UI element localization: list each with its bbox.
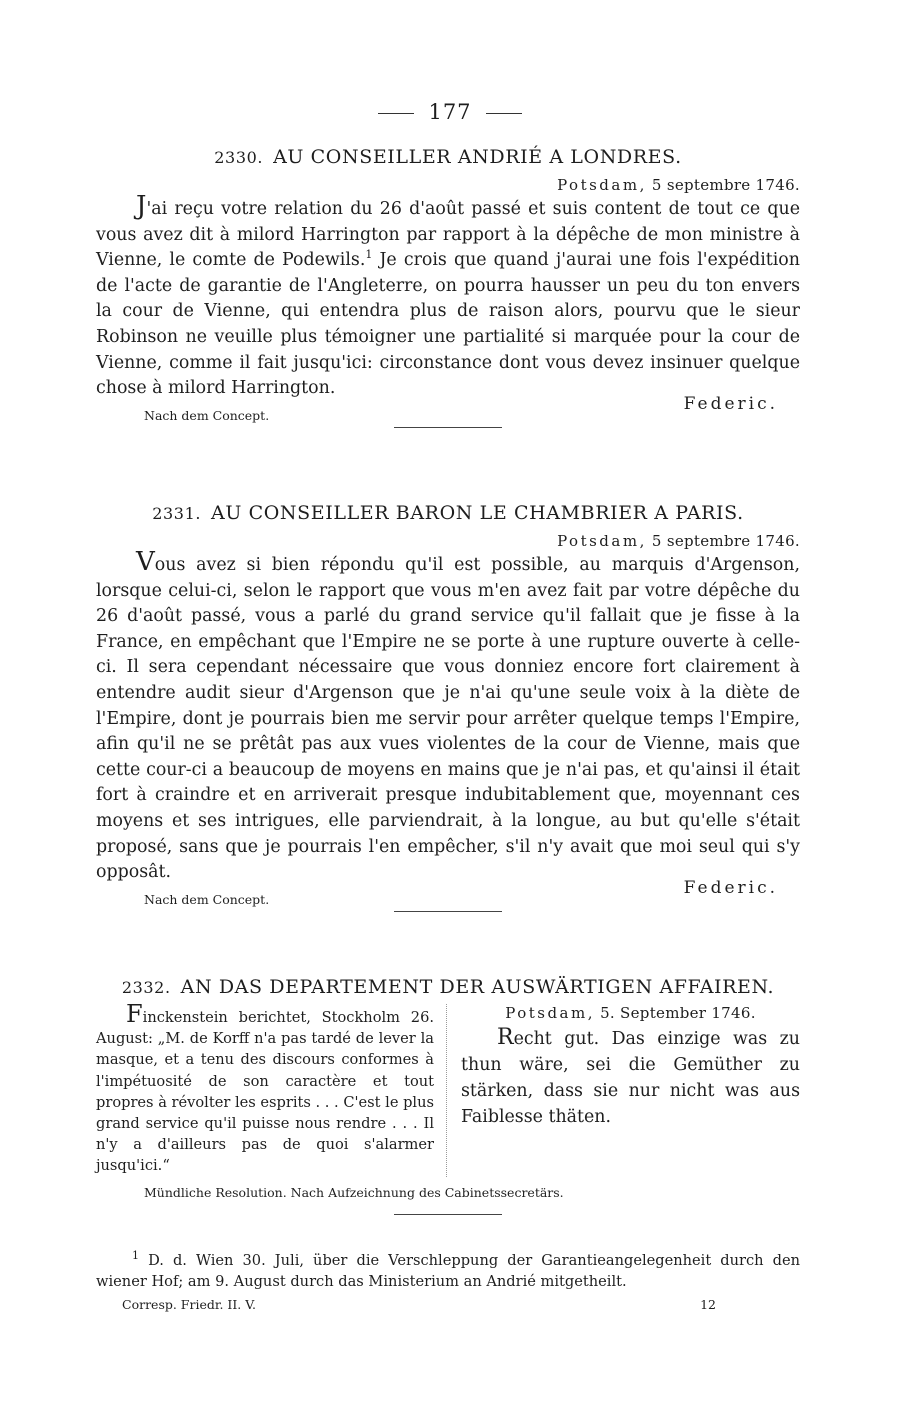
section-rule (394, 911, 502, 912)
letter-body-text-part1: 'ai reçu votre relation du 26 d'août passé et suis content de tout ce que vous avez dit à milord Harrington par rapport à la dépêche de mon ministre à Vienne, le comte de Podewils. (96, 199, 800, 271)
dateline (96, 176, 800, 194)
page-number-dash-left (378, 113, 414, 114)
dateline (461, 1004, 800, 1022)
dateline-place: Potsdam, (557, 532, 647, 550)
source-note: Mündliche Resolution. Nach Aufzeichnung des Cabinetssecretärs. (144, 1184, 564, 1200)
signature: Federic. (683, 877, 778, 898)
signature: Federic. (683, 393, 778, 414)
two-column-block (96, 1000, 800, 1177)
letter-number: 2332. (121, 978, 171, 997)
section-rule (394, 1214, 502, 1215)
drop-cap: R (497, 1025, 514, 1050)
footer-signature-mark: 12 (700, 1297, 716, 1312)
letter-2332 (96, 976, 800, 1215)
dateline-date: 5 septembre 1746. (651, 532, 800, 550)
footnote (96, 1250, 800, 1292)
dateline-place: Potsdam, (505, 1004, 595, 1022)
footnote-reference: 1 (365, 248, 373, 262)
dateline-place: Potsdam, (557, 176, 647, 194)
letter-title: AU CONSEILLER ANDRIÉ A LONDRES. (273, 146, 682, 168)
page-number-dash-right (486, 113, 522, 114)
report-summary-column (96, 1000, 447, 1177)
drop-cap: J (136, 191, 147, 221)
source-note: Nach dem Concept. (144, 891, 270, 907)
letter-title: AN DAS DEPARTEMENT DER AUSWÄRTIGEN AFFAIREN. (180, 976, 775, 998)
drop-cap: V (136, 547, 155, 577)
footnote-text: D. d. Wien 30. Juli, über die Verschleppung der Garantieangelegenheit durch den wiener Hof; am 9. August durch das Ministerium an Andrié mitgetheilt. (96, 1252, 800, 1290)
letter-body-text: ous avez si bien répondu qu'il est possible, au marquis d'Argenson, lorsque celui-ci, selon le rapport que vous m'en avez fait par votre dépêche du 26 d'août passé, vous a parlé du grand service qu'il fallait que je fisse à la France, en empêchant que l'Empire ne se porte à une rupture ouverte à celle-ci. Il sera cependant nécessaire que vous donniez encore fort clairement à entendre audit sieur d'Argenson que je n'ai qu'une seule voix à la diète de l'Empire, dont je pourrais bien me servir pour arrêter quelque temps l'Empire, afin qu'il ne se prêtât pas aux vues violentes de la cour de Vienne, mais que cette cour-ci a beaucoup de moyens en mains que je n'ai pas, et qu'ainsi il était fort à craindre et en arriverait presque indubitablement que, moyennant ces moyens et ses intrigues, elle parviendrait, à la longue, au but qu'elle s'était proposé, sans que je pourrais l'en empêcher, s'il n'y avait que moi seul qui s'y opposât. (96, 555, 800, 883)
letter-heading (96, 502, 800, 524)
section-rule (394, 427, 502, 428)
page-number (0, 100, 900, 124)
footnote-mark: 1 (132, 1249, 139, 1263)
letter-title: AU CONSEILLER BARON LE CHAMBRIER A PARIS. (211, 502, 744, 524)
report-summary-text: inckenstein berichtet, Stockholm 26. August: „M. de Korff n'a pas tardé de lever la masque, et a tenu des discours conformes à l'impétuosité de son caractère et tout propres à révolter les esprits . . . C'est le plus grand service qu'il puisse nous rendre . . . Il n'y a d'ailleurs pas de quoi s'alarmer jusqu'ici.“ (96, 1009, 434, 1175)
resolution-column (447, 1004, 800, 1177)
source-note: Nach dem Concept. (144, 407, 270, 423)
resolution-text-block (461, 1026, 800, 1130)
letter-2331 (96, 502, 800, 912)
letter-2330 (96, 146, 800, 428)
letter-number: 2330. (214, 148, 264, 167)
footer-source: Corresp. Friedr. II. V. (122, 1297, 257, 1312)
letter-number: 2331. (152, 504, 202, 523)
dateline (96, 532, 800, 550)
letter-heading (96, 976, 800, 998)
page-number-value: 177 (428, 100, 472, 124)
letter-heading (96, 146, 800, 168)
resolution-text: echt gut. Das einzige was zu thun wäre, sei die Gemüther zu stärken, dass sie nur nicht was aus Faiblesse thäten. (461, 1029, 800, 1127)
running-footer (122, 1297, 716, 1312)
letter-body-text-part2: Je crois que quand j'aurai une fois l'expédition de l'acte de garantie de l'Angleterre, on pourra hausser un peu du ton envers la cour de Vienne, qui entendra plus de raison alors, pourvu que le sieur Robinson ne veuille plus témoigner une partialité si marquée pour la cour de Vienne, comme il fait jusqu'ici: circonstance dont vous devez insinuer quelque chose à milord Harrington. (96, 250, 800, 399)
drop-cap: F (126, 1000, 143, 1028)
dateline-date: 5 septembre 1746. (651, 176, 800, 194)
letter-body (96, 547, 800, 886)
dateline-date: 5. September 1746. (600, 1004, 756, 1022)
letter-body (96, 191, 800, 402)
